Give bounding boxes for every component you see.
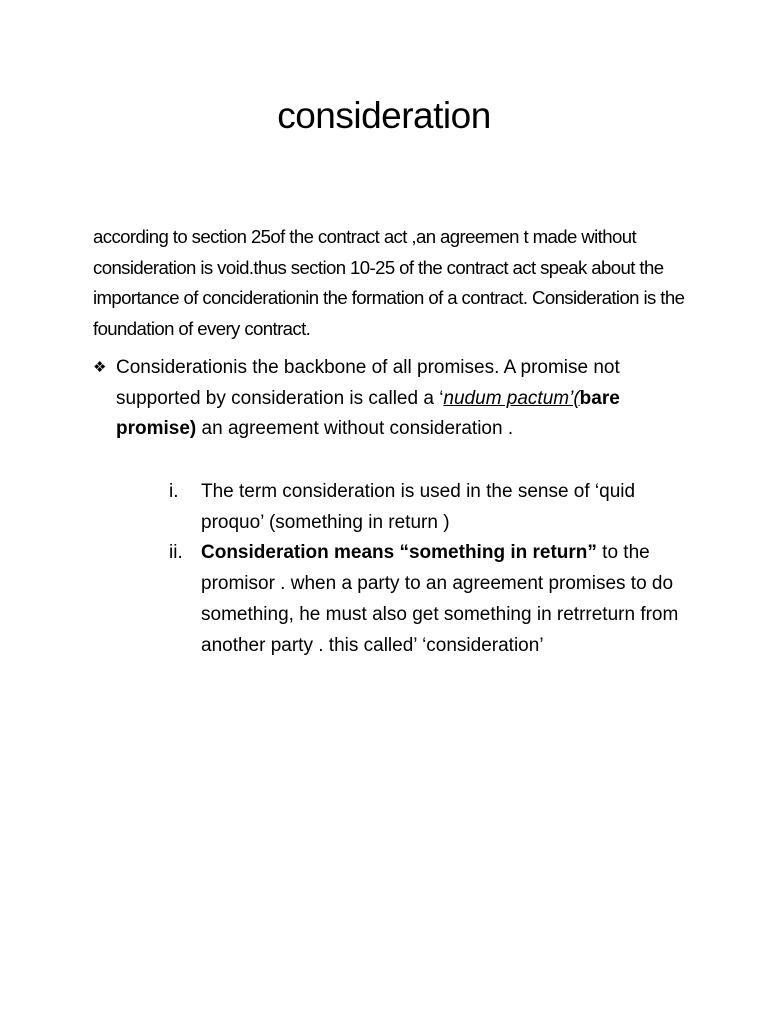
bullet-bold-term: bare promise): [116, 387, 620, 440]
bullet-text: [116, 353, 693, 445]
sublist-item-rest-text: to the promisor . when a party to an agreement promises to do something, he must also get something in retrreturn from another party . this called’ ‘consideration’: [201, 542, 679, 656]
bullet-italic-term: nudum pactum’(: [443, 387, 580, 409]
numbered-sublist: [160, 477, 700, 661]
sublist-item-text: [201, 538, 700, 661]
sublist-item-text: The term consideration is used in the sense of ‘quid proquo’ (something in return ): [201, 481, 636, 533]
sublist-item: [160, 538, 700, 661]
sublist-item-number: ii.: [169, 542, 183, 564]
bullet-text-part1: Considerationis the backbone of all promises. A promise not supported by consideration is called a ‘: [116, 357, 620, 409]
bullet-text-part2: an agreement without consideration .: [196, 418, 514, 440]
bullet-item: [93, 353, 693, 445]
bullet-list: [93, 353, 693, 445]
page-title: consideration: [277, 95, 491, 136]
sublist-item: [160, 477, 700, 538]
diamond-bullet-icon: ❖: [93, 359, 107, 376]
intro-paragraph: according to section 25of the contract act ,an agreemen t made without consideration is void.thus section 10-25 of the contract act speak about the importance of conciderationin the formation of a contract. Consideration is the foundation of every contract.: [93, 226, 685, 339]
sublist-item-number: i.: [169, 481, 179, 502]
sublist-item-bold-text: Consideration means “something in return”: [201, 542, 597, 564]
